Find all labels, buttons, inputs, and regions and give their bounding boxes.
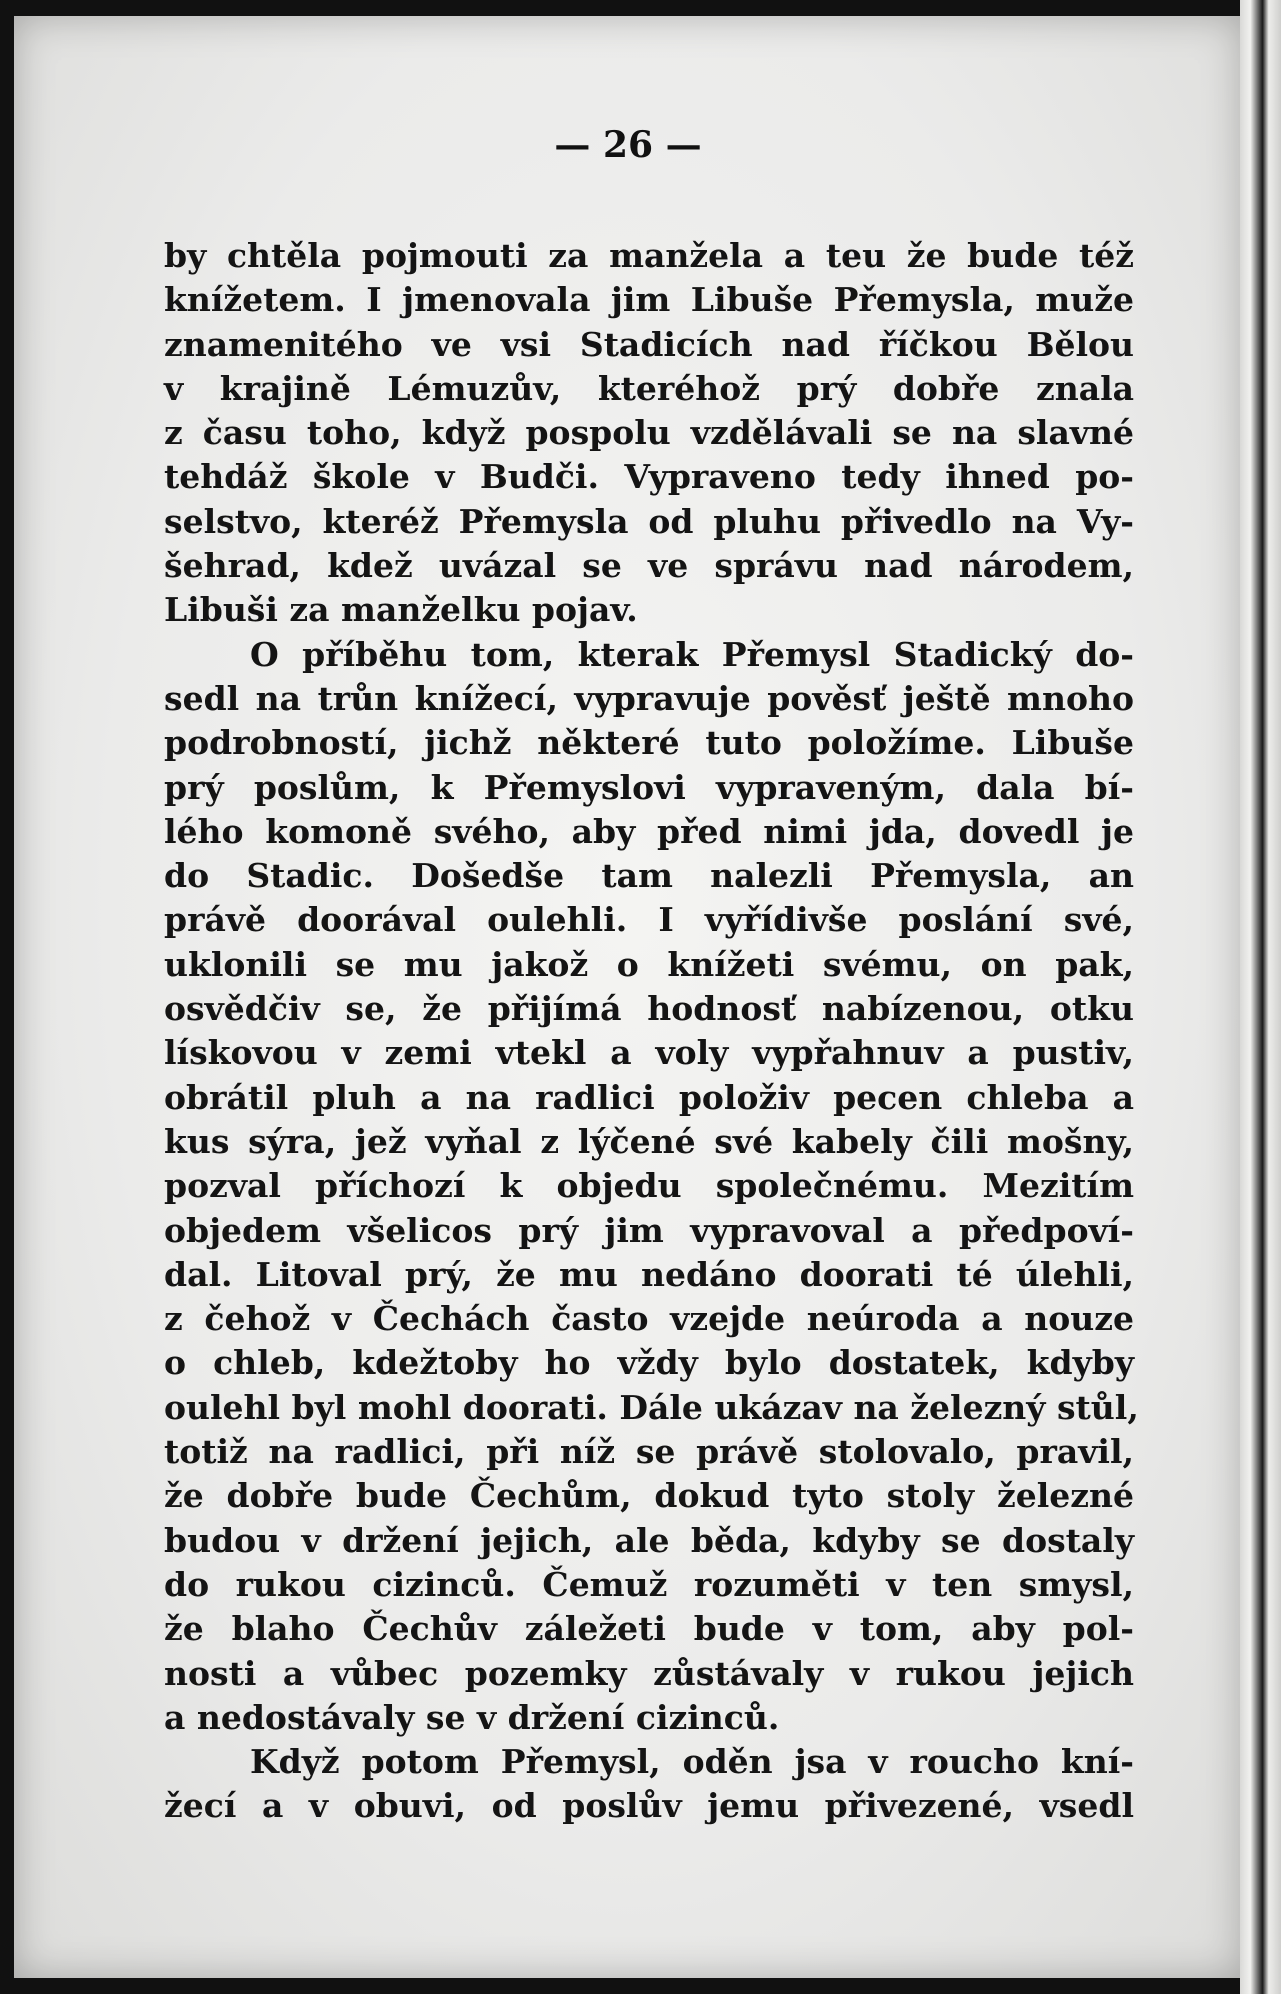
text-line: v krajině Lémuzův, kteréhož prý dobře znala <box>164 368 1134 408</box>
book-page <box>14 16 1242 1978</box>
text-line: pozval příchozí k objedu společnému. Mezitím <box>164 1166 1134 1206</box>
text-line: prý poslům, k Přemyslovi vypraveným, dala bí- <box>164 767 1134 807</box>
text-line: z času toho, když pospolu vzdělávali se na slavné <box>164 413 1134 453</box>
text-line: obrátil pluh a na radlici položiv pecen chleba a <box>164 1077 1134 1117</box>
text-line: budou v držení jejich, ale běda, kdyby se dostaly <box>164 1520 1134 1560</box>
text-line: lískovou v zemi vtekl a voly vypřahnuv a pustiv, <box>164 1033 1134 1073</box>
body-text <box>164 234 1139 1829</box>
text-line: selstvo, kteréž Přemysla od pluhu přivedlo na Vy- <box>164 501 1134 541</box>
text-line: Libuši za manželku pojav. <box>164 590 638 630</box>
text-line: tehdáž škole v Budči. Vypraveno tedy ihned po- <box>164 457 1134 497</box>
text-line: osvědčiv se, že přijímá hodnosť nabízenou, otku <box>164 989 1134 1029</box>
text-line: by chtěla pojmouti za manžela a teu že bude též <box>164 236 1134 275</box>
text-line: nosti a vůbec pozemky zůstávaly v rukou jejich <box>164 1653 1134 1693</box>
text-line: že blaho Čechův záležeti bude v tom, aby pol- <box>164 1609 1134 1649</box>
text-line: uklonili se mu jakož o knížeti svému, on pak, <box>164 944 1134 984</box>
page-number: — 26 — <box>554 124 702 166</box>
text-line: podrobností, jichž některé tuto položíme. Libuše <box>164 723 1134 763</box>
page-binding-edge <box>1240 0 1281 1994</box>
text-line: že dobře bude Čechům, dokud tyto stoly železné <box>164 1476 1134 1516</box>
text-line: právě doorával oulehli. I vyřídivše poslání své, <box>164 900 1134 940</box>
text-line: do Stadic. Došedše tam nalezli Přemysla, an <box>164 856 1134 896</box>
text-line: Když potom Přemysl, oděn jsa v roucho kní- <box>250 1742 1134 1782</box>
text-line: totiž na radlici, při níž se právě stolovalo, pravil, <box>164 1432 1134 1472</box>
text-line: kus sýra, jež vyňal z lýčené své kabely čili mošny, <box>164 1121 1134 1161</box>
text-line: O příběhu tom, kterak Přemysl Stadický do- <box>250 634 1134 674</box>
text-line: šehrad, kdež uvázal se ve správu nad národem, <box>164 546 1134 586</box>
text-line: o chleb, kdežtoby ho vždy bylo dostatek, kdyby <box>164 1343 1134 1383</box>
text-line: žecí a v obuvi, od poslův jemu přivezené, vsedl <box>164 1786 1134 1826</box>
text-line: oulehl byl mohl doorati. Dále ukázav na železný stůl, <box>164 1387 1139 1427</box>
text-line: knížetem. I jmenovala jim Libuše Přemysla, muže <box>164 280 1134 320</box>
text-line: dal. Litoval prý, že mu nedáno doorati té úlehli, <box>164 1254 1134 1294</box>
text-line: z čehož v Čechách často vzejde neúroda a nouze <box>164 1299 1134 1339</box>
text-line: do rukou cizinců. Čemuž rozuměti v ten smysl, <box>164 1564 1134 1604</box>
text-line: znamenitého ve vsi Stadicích nad říčkou Bělou <box>164 324 1134 364</box>
text-line: lého komoně svého, aby před nimi jda, dovedl je <box>164 811 1134 851</box>
text-line: objedem všelicos prý jim vypravoval a předpoví- <box>164 1210 1134 1250</box>
text-line: sedl na trůn knížecí, vypravuje pověsť ještě mnoho <box>164 678 1134 718</box>
text-line: a nedostávaly se v držení cizinců. <box>164 1697 780 1737</box>
